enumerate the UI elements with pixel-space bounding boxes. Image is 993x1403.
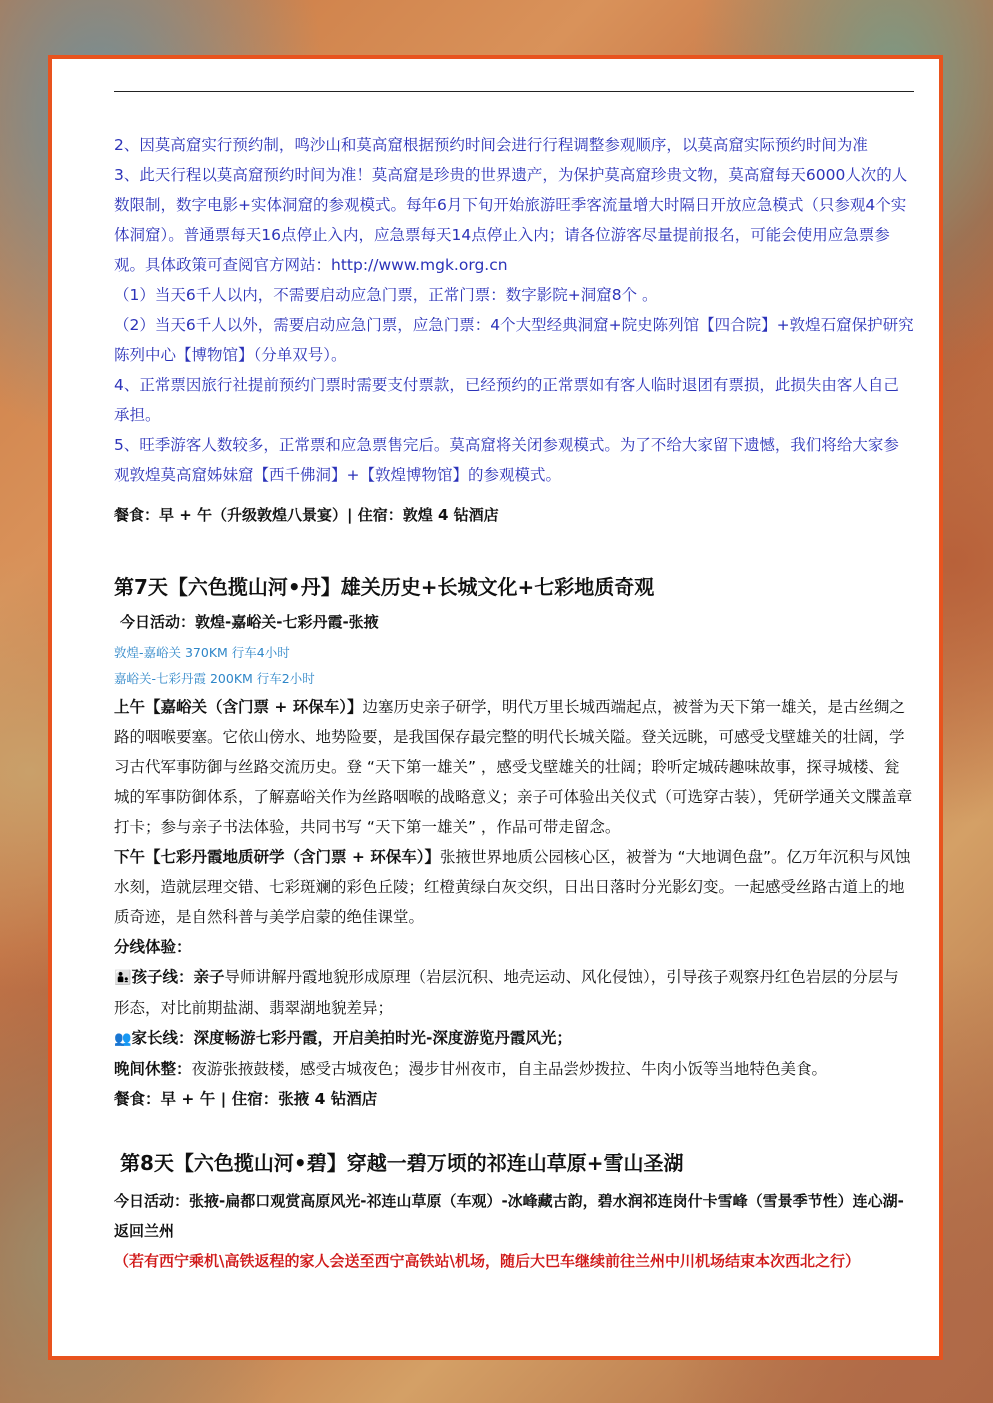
page-frame: [48, 55, 943, 1360]
day8-activity-block: [114, 1186, 914, 1276]
kids-label: 孩子线：: [131, 968, 194, 986]
kids-line: [114, 962, 914, 1023]
day8-activity-note: （若有西宁乘机\高铁返程的家人会送至西宁高铁站\机场，随后大巴车继续前往兰州中川机场结束本次西北之行）: [114, 1252, 860, 1270]
morning-paragraph: [114, 692, 914, 842]
evening-text: 夜游张掖鼓楼，感受古城夜色；漫步甘州夜市，自主品尝炒拨拉、牛肉小饭等当地特色美食。: [191, 1060, 828, 1078]
day8-activity: 今日活动：张掖-扁都口观赏高原风光-祁连山草原（车观）-冰峰藏古韵，碧水润祁连岗什卡雪峰（雪景季节性）连心湖-返回兰州: [114, 1192, 904, 1240]
parent-line: [114, 1023, 914, 1054]
afternoon-label: 下午【七彩丹霞地质研学（含门票 + 环保车）】: [114, 848, 441, 866]
notes-section: [114, 130, 914, 490]
afternoon-paragraph: [114, 842, 914, 932]
day8-title: 第8天【六色揽山河•碧】穿越一碧万顷的祁连山草原+雪山圣湖: [120, 1151, 684, 1175]
parents-icon: 👥: [114, 1031, 132, 1047]
kids-text: 导师讲解丹霞地貌形成原理（岩层沉积、地壳运动、风化侵蚀），引导孩子观察丹红色岩层的分层与形态，对比前期盐湖、翡翠湖地貌差异；: [114, 968, 899, 1017]
note-item: 4、正常票因旅行社提前预约门票时需要支付票款，已经预约的正常票如有客人临时退团有票损，此损失由客人自己承担。: [114, 376, 899, 424]
day7-meal: 餐食：早 + 午 | 住宿：张掖 4 钻酒店: [114, 1090, 378, 1108]
note-item: （1）当天6千人以内，不需要启动应急门票，正常门票：数字影院+洞窟8个 。: [114, 286, 658, 304]
day7-activity: 今日活动：敦煌-嘉峪关-七彩丹霞-张掖: [120, 613, 379, 631]
note-item: （2）当天6千人以外，需要启动应急门票，应急门票：4个大型经典洞窟+院史陈列馆【四合院】+敦煌石窟保护研究陈列中心【博物馆】（分单双号）。: [114, 316, 914, 364]
morning-text: 边塞历史亲子研学，明代万里长城西端起点，被誉为天下第一雄关，是古丝绸之路的咽喉要塞。它依山傍水、地势险要，是我国保存最完整的明代长城关隘。登关远眺，可感受戈壁雄关的壮阔，学习古代军事防御与丝路交流历史。登 “天下第一雄关” ，感受戈壁雄关的壮阔；聆听定城砖趣味故事，探寻城楼、瓮城的军事防御体系，了解嘉峪关作为丝路咽喉的战略意义；亲子可体验出关仪式（可选穿古装），凭研学通关文牒盖章打卡；参与亲子书法体验，共同书写 “天下第一雄关” ，作品可带走留念。: [114, 698, 913, 836]
day7-body: [114, 692, 914, 1114]
parent-child-icon: 👨‍👦: [114, 970, 132, 986]
morning-label: 上午【嘉峪关（含门票 + 环保车）】: [114, 698, 363, 716]
day7-title: 第7天【六色揽山河•丹】雄关历史+长城文化+七彩地质奇观: [114, 575, 655, 599]
afternoon-text: 张掖世界地质公园核心区，被誉为 “大地调色盘”。亿万年沉积与风蚀水刻，造就层理交错、七彩斑斓的彩色丘陵；红橙黄绿白灰交织，日出日落时分光影幻变。一起感受丝路古道上的地质奇迹，是自然科普与美学启蒙的绝佳课堂。: [114, 848, 911, 926]
day6-meal: 餐食：早 + 午（升级敦煌八景宴）| 住宿：敦煌 4 钻酒店: [114, 506, 499, 524]
evening-paragraph: [114, 1054, 914, 1084]
kids-bold: 亲子: [193, 968, 225, 986]
note-item: 2、因莫高窟实行预约制，鸣沙山和莫高窟根据预约时间会进行行程调整参观顺序，以莫高窟实际预约时间为准: [114, 136, 868, 154]
page-content: [114, 91, 914, 1276]
top-divider: [114, 91, 914, 92]
day7-route-2: 嘉峪关-七彩丹霞 200KM 行车2小时: [114, 671, 315, 686]
parent-label: 家长线：深度畅游七彩丹霞，开启美拍时光-深度游览丹霞风光；: [131, 1029, 572, 1047]
note-item: 3、此天行程以莫高窟预约时间为准！莫高窟是珍贵的世界遗产，为保护莫高窟珍贵文物，莫高窟每天6000人次的人数限制，数字电影+实体洞窟的参观模式。每年6月下旬开始旅游旺季客流量增大时隔日开放应急模式（只参观4个实体洞窟）。普通票每天16点停止入内，应急票每天14点停止入内；请各位游客尽量提前报名，可能会使用应急票参观。具体政策可查阅官方网站：http://www.mgk.org.cn: [114, 166, 908, 274]
branch-label: 分线体验：: [114, 938, 192, 956]
note-item: 5、旺季游客人数较多，正常票和应急票售完后。莫高窟将关闭参观模式。为了不给大家留下遗憾，我们将给大家参观敦煌莫高窟姊妹窟【西千佛洞】+【敦煌博物馆】的参观模式。: [114, 436, 899, 484]
evening-label: 晚间休整：: [114, 1060, 192, 1078]
day7-route-1: 敦煌-嘉峪关 370KM 行车4小时: [114, 645, 290, 660]
